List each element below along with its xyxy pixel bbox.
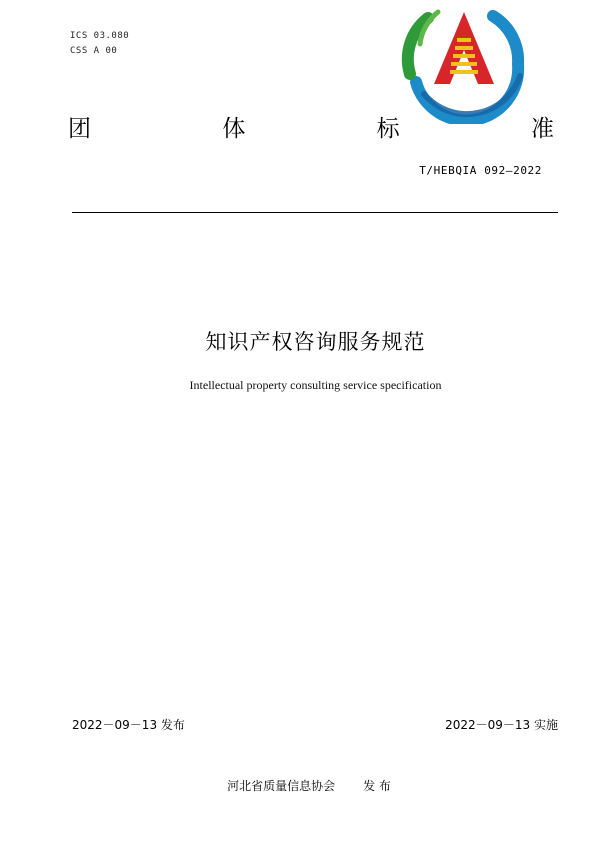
implementation-date: 2022－09－13 实施 xyxy=(445,718,558,732)
category-char: 准 xyxy=(530,116,554,142)
standard-number: T/HEBQIA 092—2022 xyxy=(419,164,542,177)
category-char: 标 xyxy=(376,116,400,142)
publisher-name: 河北省质量信息协会 xyxy=(227,779,336,793)
publisher-line xyxy=(0,777,600,794)
category-char: 团 xyxy=(68,116,91,142)
ccs-code: CSS A 00 xyxy=(70,46,118,56)
ics-code: ICS 03.080 xyxy=(70,31,130,41)
document-category-title xyxy=(68,114,554,144)
publisher-action: 发 布 xyxy=(363,779,391,793)
header-divider xyxy=(72,212,558,213)
category-char: 体 xyxy=(222,116,246,142)
association-logo xyxy=(398,4,528,124)
issue-date: 2022－09－13 发布 xyxy=(72,718,185,732)
document-title-chinese: 知识产权咨询服务规范 xyxy=(205,330,426,354)
document-title-english: Intellectual property consulting service specification xyxy=(189,378,442,392)
